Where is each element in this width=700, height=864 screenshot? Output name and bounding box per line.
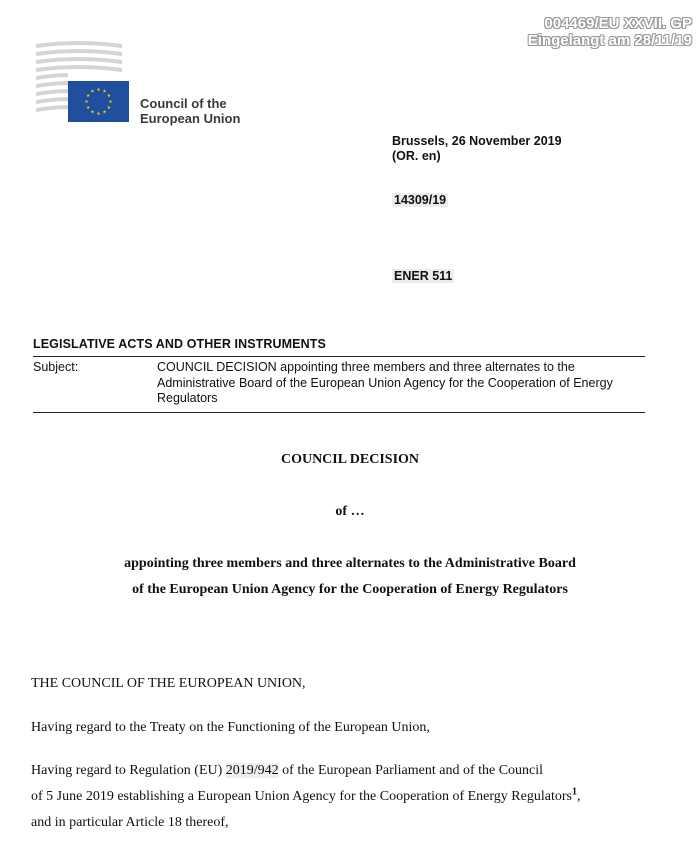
eu-flag-icon (68, 81, 129, 122)
classification-code (392, 269, 454, 284)
decision-date-line: of … (335, 504, 365, 519)
footnote-marker[interactable]: 1 (571, 786, 577, 798)
subject-label: Subject: (33, 360, 79, 374)
regulation-text-a: Having regard to Regulation (EU) (31, 763, 226, 778)
stamp-reference: 004469/EU XXVII. GP (544, 15, 692, 32)
document-number (392, 193, 448, 208)
regulation-line2: of 5 June 2019 establishing a European Union Agency for the Cooperation of Energy Regulators$^1$, (31, 786, 581, 804)
document-number-value: 14309/19 (394, 193, 447, 207)
bottom-rule (33, 412, 645, 413)
place-date: Brussels, 26 November 2019 (392, 134, 562, 148)
regulation-line3: and in particular Article 18 thereof, (31, 815, 229, 830)
regulation-reference-link[interactable]: 2019/942 (225, 763, 279, 778)
council-name (140, 96, 240, 126)
classification-code-value: ENER 511 (394, 269, 453, 283)
receipt-stamp (528, 15, 692, 49)
regulation-line2-text: of 5 June 2019 establishing a European Union Agency for the Cooperation of Energy Regulators (31, 789, 572, 804)
paragraph-regulation (31, 758, 671, 836)
regulation-text-b: of the European Parliament and of the Council (278, 763, 544, 778)
regulation-line1 (31, 758, 671, 784)
decision-subtitle-line1: appointing three members and three alternates to the Administrative Board (124, 556, 576, 571)
paragraph-council: THE COUNCIL OF THE EUROPEAN UNION, (31, 676, 306, 691)
section-heading: LEGISLATIVE ACTS AND OTHER INSTRUMENTS (33, 337, 326, 351)
paragraph-treaty: Having regard to the Treaty on the Functioning of the European Union, (31, 720, 430, 735)
original-language: (OR. en) (392, 149, 441, 163)
stamp-received-date: Eingelangt am 28/11/19 (527, 32, 692, 49)
top-rule (33, 356, 645, 357)
decision-subtitle-line2: of the European Union Agency for the Cooperation of Energy Regulators (132, 582, 568, 597)
council-name-line1: Council of the (140, 96, 227, 111)
council-name-line2: European Union (140, 111, 241, 126)
decision-title: COUNCIL DECISION (280, 452, 420, 467)
subject-text: COUNCIL DECISION appointing three members and three alternates to the Administrative Board of the European Union Agency for the Cooperation of Energy Regulators (157, 360, 613, 405)
